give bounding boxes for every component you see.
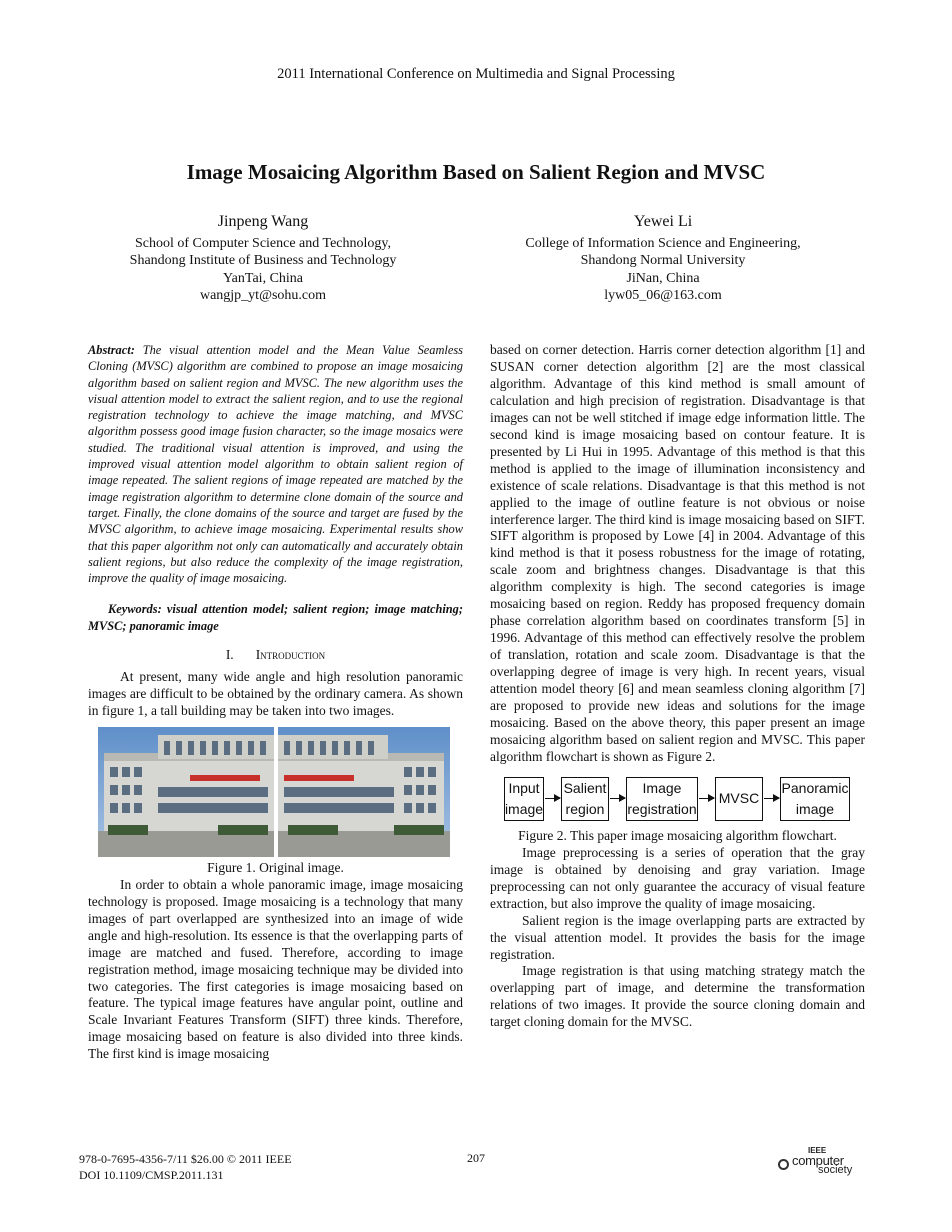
right-paragraph-4: Image registration is that using matching strategy match the overlapping part of image, and determine the transformation relations of two images. It provide the source cloning domain and target cloning domain for the MVSC. xyxy=(490,963,865,1030)
flow-arrow-icon xyxy=(699,798,714,799)
intro-paragraph-2: In order to obtain a whole panoramic image, image mosaicing technology is proposed. Image mosaicing is a technology that many images of part overlapped are synthesized into an image of wide angle and high-resolution. Its essence is that the overlapping parts of image are matched and fused. Therefore, according to image registration method, image mosaicing technique may be divided into two categories. The first categories is image mosaicing based on feature. The typical image features have angular point, outline and Scale Invariant Features Transform (SIFT) three kinds. Therefore, image mosaicing based on feature is also divided into three kinds. The first kind is image mosaicing xyxy=(88,876,463,1062)
flow-arrow-icon xyxy=(764,798,779,799)
page-number: 207 xyxy=(467,1151,485,1165)
left-column xyxy=(88,342,463,1063)
flow-step-input-image: Input image xyxy=(504,777,544,821)
abstract: Abstract: The visual attention model and the Mean Value Seamless Cloning (MVSC) algorithm are combined to propose an image mosaicing algorithm based on salient region and MVSC. The new algorithm uses the visual attention model to extract the salient region, and to use the regional registration technology to achieve the image matching, and MVSC algorithm possess good image fusion character, so the image mosaics were studied. The traditional visual attention is improved, and using the improved visual attention model algorithm to obtain salient region of image repeated. The salient regions of image repeated are matched by the image registration algorithm to determine clone domain of the source and target. Finally, the clone domains of the source and target are fused by the MVSC algorithm, to achieve image mosaicing. Experimental results show that this paper algorithm not only can automatically and accurately obtain salient regions, but also reduce the complexity of the image registration, improve the quality of image mosaicing. xyxy=(88,343,463,586)
footer-doi: DOI 10.1109/CMSP.2011.131 xyxy=(79,1168,224,1182)
right-paragraph-1: based on corner detection. Harris corner detection algorithm [1] and SUSAN corner detection algorithm [2] are the most classical algorithm. Advantage of this kind method is small amount of calculation and high precision of registration. Disadvantage is that images can not be well stitched if image edge information little. The second kind is image mosaicing based on contour feature. It is presented by Li Hui in 1995. Advantage of this method is that this method is applied to the image of illumination inconsistency and existence of scale relations. Disadvantage is that this method is not applied to the image of outline feature is not obvious or noise interference larger. The third kind is image mosaicing based on SIFT. SIFT algorithm is proposed by Lowe [4] in 2004. Advantage of this kind method is that it posess robustness for the image of rotating, scale zoom and brightness changes. Disadvantage is that this algorithm complexity is high. The second categories is image mosaicing based on region. Reddy has proposed frequency domain phase correlation algorithm based on coordinates transform [5] in 1996. Advantage of this method can effectively resolve the problem of translation, rotation and scale zoom. Disadvantage is that the overlapping degree of image is very high. In recent years, visual attention model theory [6] and mean seamless cloning algorithm [7] are proposed to provide new ideas and solutions for the image mosaicing. Based on the above theory, this paper present an image mosaicing algorithm based on salient region and MVSC. This paper algorithm flowchart is shown as Figure 2. xyxy=(490,342,865,764)
figure-2-caption: Figure 2. This paper image mosaicing algorithm flowchart. xyxy=(518,827,837,843)
conference-header: 2011 International Conference on Multimedia and Signal Processing xyxy=(277,66,675,82)
author-affiliation: School of Computer Science and Technology, xyxy=(134,235,392,251)
intro-paragraph-1: At present, many wide angle and high resolution panoramic images are difficult to be obtained by the ordinary camera. As shown in figure 1, a tall building may be taken into two images. xyxy=(88,669,463,718)
flow-arrow-icon xyxy=(610,798,625,799)
right-photo xyxy=(278,727,450,857)
flow-step-mvsc: MVSC xyxy=(715,777,763,821)
author-city: JiNan, China xyxy=(626,270,700,286)
section-number: I. xyxy=(225,647,234,663)
right-paragraph-2: Image preprocessing is a series of operation that the gray image is obtained by denoising and gray variation. Image preprocessing can not only guarantee the accuracy of visual feature extraction, but also improve the quality of image mosaicing. xyxy=(490,844,865,911)
author-block-2 xyxy=(488,213,838,305)
author-name: Jinpeng Wang xyxy=(217,213,309,230)
author-block-1 xyxy=(88,213,438,305)
ieee-logo-icon xyxy=(778,1159,789,1170)
flow-step-panoramic-image: Panoramic image xyxy=(780,777,850,821)
building-image xyxy=(98,727,450,857)
logo-computer-text: computer xyxy=(792,1153,844,1168)
author-affiliation: Shandong Normal University xyxy=(580,253,746,268)
author-city: YanTai, China xyxy=(222,270,304,286)
author-name: Yewei Li xyxy=(633,213,693,230)
keywords: Keywords: visual attention model; salient region; image matching; MVSC; panoramic image xyxy=(88,602,463,633)
figure-1-building-photo xyxy=(98,727,450,857)
flow-step-image-registration: Image registration xyxy=(626,777,698,821)
logo-society-text: society xyxy=(818,1164,853,1176)
author-email: wangjp_yt@sohu.com xyxy=(199,288,327,303)
ieee-computer-society-logo xyxy=(778,1147,868,1179)
footer-isbn: 978-0-7695-4356-7/11 $26.00 © 2011 IEEE xyxy=(79,1152,292,1166)
section-heading-introduction xyxy=(88,647,463,664)
paper-title: Image Mosaicing Algorithm Based on Salient Region and MVSC xyxy=(186,160,766,184)
abstract-text: The visual attention model and the Mean Value Seamless Cloning (MVSC) algorithm are combined to propose an image mosaicing algorithm based on salient region and MVSC. The new algorithm uses the visual attention model to extract the salient region, and to use the regional registration technology to achieve the image matching, and MVSC algorithm possess good image fusion character, so the image mosaics were studied. The traditional visual attention is improved, and using the improved visual attention model algorithm to obtain salient region of image repeated. The salient regions of image repeated are matched by the image registration algorithm to determine clone domain of the source and target. Finally, the clone domains of the source and target are fused by the MVSC algorithm, to achieve image mosaicing. Experimental results show that this paper algorithm not only can automatically and accurately obtain salient regions, but also reduce the complexity of the image registration, improve the quality of image mosaicing. xyxy=(88,343,463,586)
author-affiliation: College of Information Science and Engineering, xyxy=(525,235,801,251)
author-affiliation: Shandong Institute of Business and Technology xyxy=(129,253,397,268)
right-column xyxy=(490,342,865,1031)
flow-arrow-icon xyxy=(545,798,560,799)
author-email: lyw05_06@163.com xyxy=(604,288,722,303)
flow-step-salient-region: Salient region xyxy=(561,777,609,821)
left-photo xyxy=(98,727,274,857)
flowchart-figure-2 xyxy=(490,774,865,826)
logo-ieee-text: IEEE xyxy=(808,1146,827,1155)
section-title: Introduction xyxy=(255,647,326,663)
right-paragraph-3: Salient region is the image overlapping parts are extracted by the visual attention model. It provides the basis for the image registration. xyxy=(490,912,865,962)
figure-1-caption: Figure 1. Original image. xyxy=(207,859,344,875)
abstract-label: Abstract xyxy=(88,343,131,357)
